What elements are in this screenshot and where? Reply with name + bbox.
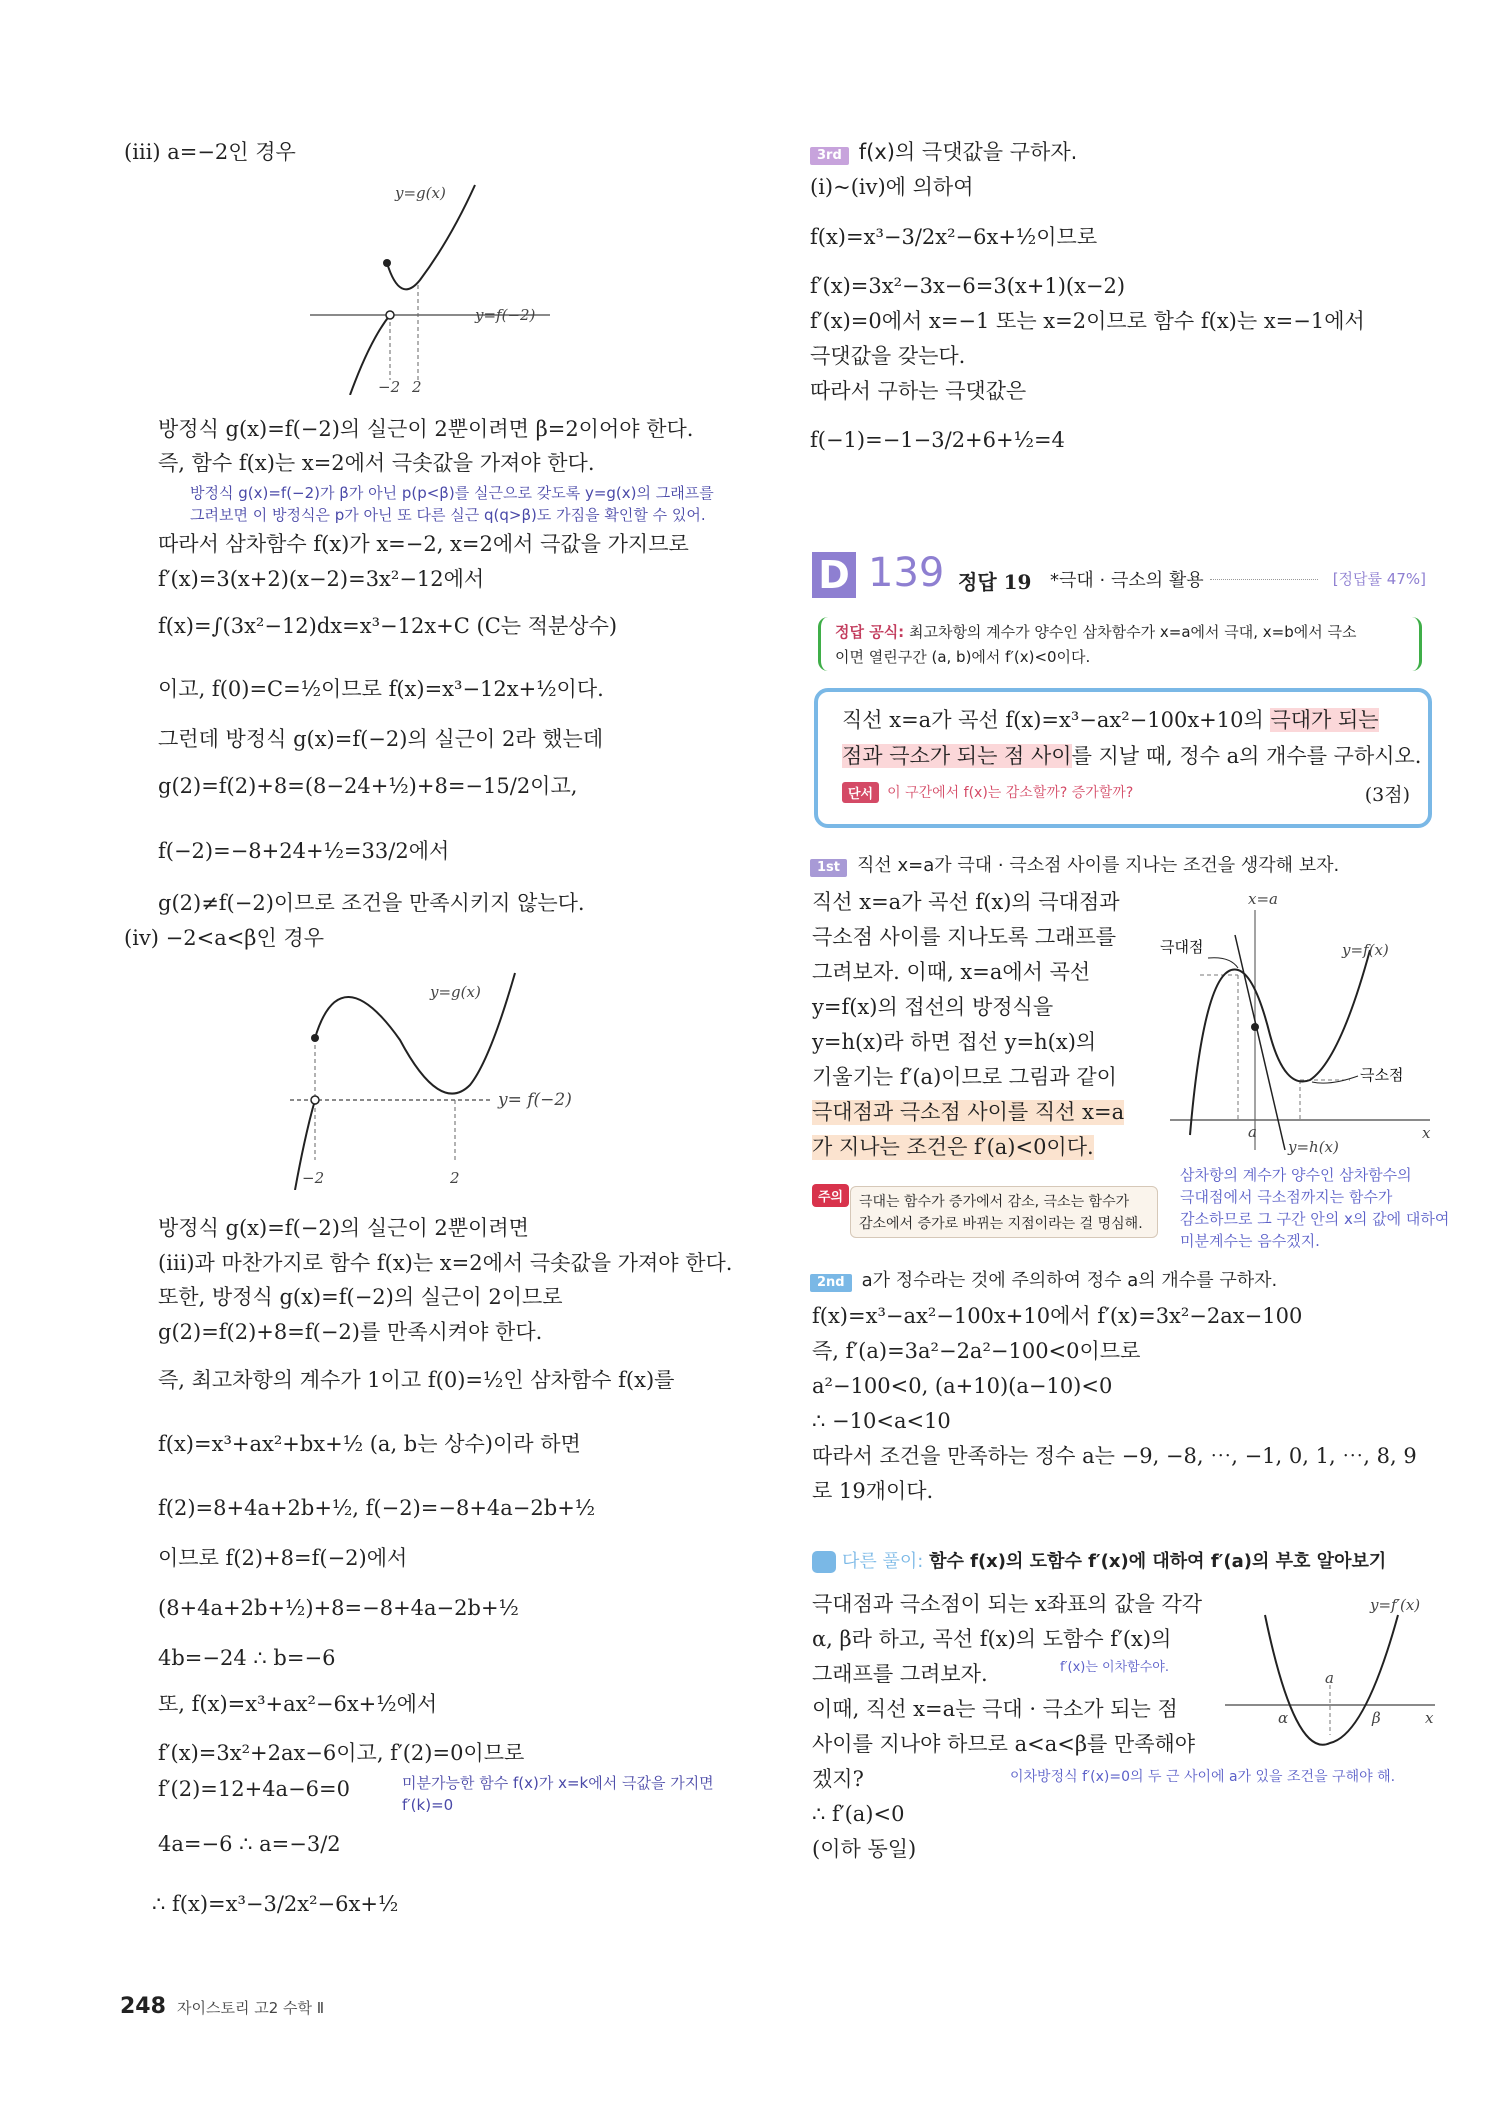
label-x: x <box>1422 1124 1431 1142</box>
graph-tangent <box>1160 890 1435 1160</box>
c3-line5: f(x)=∫(3x²−12)dx=x³−12x+C (C는 적분상수) <box>158 614 618 638</box>
r-line1: (ⅰ)~(ⅳ)에 의하여 <box>810 175 974 199</box>
closed-point <box>383 259 391 267</box>
label-xa: x=a <box>1248 890 1278 908</box>
c4-line10: 4b=−24 ∴ b=−6 <box>158 1646 336 1670</box>
alt-note2: 이차방정식 f′(x)=0의 두 근 사이에 a가 있을 조건을 구해야 해. <box>1010 1769 1396 1785</box>
side-note3: 감소하므로 그 구간 안의 x의 값에 대하여 <box>1180 1210 1450 1228</box>
step3-heading <box>810 140 1077 165</box>
side-note2: 극대점에서 극소점까지는 함수가 <box>1180 1188 1393 1206</box>
problem-text1: 직선 x=a가 곡선 f(x)=x³−ax²−100x+10의 <box>842 708 1271 732</box>
label-yh: y=h(x) <box>1288 1138 1339 1156</box>
side-note4: 미분계수는 음수겠지. <box>1180 1232 1320 1250</box>
c4-line6: f(x)=x³+ax²+bx+½ (a, b는 상수)이라 하면 <box>158 1432 581 1456</box>
r-line7: f(−1)=−1−3/2+6+½=4 <box>810 428 1065 452</box>
hint-row <box>842 782 1133 803</box>
alt-line7: ∴ f′(a)<0 <box>812 1802 905 1826</box>
line-label: y= f(−2) <box>498 1090 572 1110</box>
c3-line4: f′(x)=3(x+2)(x−2)=3x²−12에서 <box>158 567 485 591</box>
graph-derivative <box>1220 1595 1440 1755</box>
caution-box <box>812 1184 1158 1240</box>
alt-line3: 그래프를 그려보자. <box>812 1662 988 1686</box>
hint-text: 이 구간에서 f(x)는 감소할까? 증가할까? <box>887 785 1134 801</box>
s1-line5: y=h(x)라 하면 접선 y=h(x)의 <box>812 1030 1097 1054</box>
s1-line6: 기울기는 f′(a)이므로 그림과 같이 <box>812 1065 1117 1089</box>
c3-line10: g(2)≠f(−2)이므로 조건을 만족시키지 않는다. <box>158 891 585 915</box>
c3-line3: 따라서 삼차함수 f(x)가 x=−2, x=2에서 극값을 가지므로 <box>158 532 689 556</box>
c3-line6: 이고, f(0)=C=½이므로 f(x)=x³−12x+½이다. <box>158 677 604 701</box>
problem-line2 <box>842 744 1422 769</box>
tangent-line <box>1235 935 1285 1150</box>
s1-line2: 극소점 사이를 지나도록 그래프를 <box>812 925 1117 949</box>
curve-label: y=g(x) <box>395 184 446 202</box>
s2-line4: ∴ −10<a<10 <box>812 1409 951 1433</box>
step1-tag: 1st <box>810 859 847 877</box>
r-line2: f(x)=x³−3/2x²−6x+½이므로 <box>810 225 1098 249</box>
problem-text2: 를 지날 때, 정수 a의 개수를 구하시오. <box>1071 744 1422 768</box>
c4-line15: ∴ f(x)=x³−3/2x²−6x+½ <box>152 1892 399 1916</box>
r-line4: f′(x)=0에서 x=−1 또는 x=2이므로 함수 f(x)는 x=−1에서 <box>810 309 1365 333</box>
curve-label: y=g(x) <box>430 983 481 1001</box>
alt-heading <box>812 1551 1386 1573</box>
c4-line2: (ⅲ)과 마찬가지로 함수 f(x)는 x=2에서 극솟값을 가져야 한다. <box>158 1251 733 1275</box>
tangent-point <box>1251 1023 1259 1031</box>
alt-line1: 극대점과 극소점이 되는 x좌표의 값을 각각 <box>812 1592 1203 1616</box>
s2-line5: 따라서 조건을 만족하는 정수 a는 −9, −8, ⋯, −1, 0, 1, ⋯, 8, 9 <box>812 1444 1417 1468</box>
problem-header <box>812 552 1432 602</box>
formula-box <box>818 617 1422 671</box>
c4-line5: 즉, 최고차항의 계수가 1이고 f(0)=½인 삼차함수 f(x)를 <box>158 1368 675 1392</box>
s2-line2: 즉, f′(a)=3a²−2a²−100<0이므로 <box>812 1339 1141 1363</box>
alt-line5: 사이를 지나야 하므로 a<a<β를 만족해야 <box>812 1732 1196 1756</box>
problem-number: 139 <box>868 550 945 596</box>
c3-note1: 방정식 g(x)=f(−2)가 β가 아닌 p(p<β)를 실근으로 갖도록 y=g(x)의 그래프를 <box>190 484 714 502</box>
tick-b: 2 <box>450 1169 460 1187</box>
case3-title: (ⅲ) a=−2인 경우 <box>124 140 296 164</box>
c4-line13: f′(2)=12+4a−6=0 <box>158 1777 350 1801</box>
cubic-curve <box>1190 950 1370 1135</box>
c4-line8: 이므로 f(2)+8=f(−2)에서 <box>158 1546 408 1570</box>
alt-tag: 다른 풀이: <box>842 1551 924 1572</box>
graph-case4 <box>280 965 610 1190</box>
s1-line8: 가 지나는 조건은 f′(a)<0이다. <box>812 1135 1094 1159</box>
c3-line1: 방정식 g(x)=f(−2)의 실근이 2뿐이려면 β=2이어야 한다. <box>158 417 694 441</box>
label-max: 극대점 <box>1160 938 1204 956</box>
alt-note1: f′(x)는 이차함수야. <box>1060 1660 1169 1675</box>
s1-line4: y=f(x)의 접선의 방정식을 <box>812 995 1054 1019</box>
step2-tag: 2nd <box>810 1274 852 1292</box>
alt-icon <box>812 1551 836 1573</box>
alt-line8: (이하 동일) <box>812 1837 917 1861</box>
label-a: a <box>1325 1669 1334 1687</box>
open-point <box>386 311 394 319</box>
c4-line14: 4a=−6 ∴ a=−3/2 <box>158 1832 341 1856</box>
problem-highlight2: 점과 극소가 되는 점 사이 <box>842 744 1072 768</box>
c4-line4: g(2)=f(2)+8=f(−2)를 만족시켜야 한다. <box>158 1320 543 1344</box>
correct-rate: [정답률 47%] <box>1332 570 1426 588</box>
side-note1: 삼차항의 계수가 양수인 삼차함수의 <box>1180 1166 1412 1184</box>
step2-title: a가 정수라는 것에 주의하여 정수 a의 개수를 구하자. <box>861 1270 1278 1291</box>
c3-line2: 즉, 함수 f(x)는 x=2에서 극솟값을 가져야 한다. <box>158 451 595 475</box>
label-min: 극소점 <box>1360 1066 1404 1084</box>
hint-tag: 단서 <box>842 782 879 803</box>
formula-line2: 이면 열린구간 (a, b)에서 f′(x)<0이다. <box>835 648 1091 666</box>
c3-line8: g(2)=f(2)+8=(8−24+½)+8=−15/2이고, <box>158 774 578 798</box>
open-point <box>311 1096 319 1104</box>
s2-line1: f(x)=x³−ax²−100x+10에서 f′(x)=3x²−2ax−100 <box>812 1304 1303 1328</box>
c4-line7: f(2)=8+4a+2b+½, f(−2)=−8+4a−2b+½ <box>158 1496 596 1520</box>
step3-tag: 3rd <box>810 147 849 165</box>
s1-line1: 직선 x=a가 곡선 f(x)의 극대점과 <box>812 890 1120 914</box>
curve-right <box>315 973 515 1094</box>
s2-line3: a²−100<0, (a+10)(a−10)<0 <box>812 1374 1113 1398</box>
problem-box <box>814 688 1432 828</box>
label-alpha: α <box>1278 1709 1289 1727</box>
formula-line1: 최고차항의 계수가 양수인 삼차함수가 x=a에서 극대, x=b에서 극소 <box>908 623 1357 641</box>
closed-point <box>311 1034 319 1042</box>
alt-title: 함수 f(x)의 도함수 f′(x)에 대하여 f′(a)의 부호 알아보기 <box>929 1551 1387 1572</box>
problem-highlight1: 극대가 되는 <box>1270 708 1379 732</box>
case4-title: (ⅳ) −2<a<β인 경우 <box>124 926 324 950</box>
problem-letter-badge: D <box>812 552 856 598</box>
alt-line2: α, β라 하고, 곡선 f(x)의 도함수 f′(x)의 <box>812 1627 1172 1651</box>
book-title: 자이스토리 고2 수학 Ⅱ <box>177 1999 325 2017</box>
s1-line7: 극대점과 극소점 사이를 직선 x=a <box>812 1100 1125 1124</box>
c4-note1: 미분가능한 함수 f(x)가 x=k에서 극값을 가지면 <box>402 1774 714 1792</box>
c3-line7: 그런데 방정식 g(x)=f(−2)의 실근이 2라 했는데 <box>158 727 604 751</box>
caution-tag: 주의 <box>812 1184 849 1207</box>
step3-title: f(x)의 극댓값을 구하자. <box>858 140 1078 164</box>
c4-note2: f′(k)=0 <box>402 1796 454 1814</box>
c4-line12: f′(x)=3x²+2ax−6이고, f′(2)=0이므로 <box>158 1741 525 1765</box>
step1-heading <box>810 855 1339 877</box>
formula-tag: 정답 공식: <box>835 623 905 641</box>
graph-case3 <box>300 180 580 395</box>
s1-line3: 그려보자. 이때, x=a에서 곡선 <box>812 960 1091 984</box>
c3-note2: 그려보면 이 방정식은 p가 아닌 또 다른 실근 q(q>β)도 가짐을 확인할 수 있어. <box>190 506 706 524</box>
alt-line6: 겠지? <box>812 1767 864 1791</box>
r-line6: 따라서 구하는 극댓값은 <box>810 379 1027 403</box>
label-x: x <box>1425 1709 1434 1727</box>
r-line3: f′(x)=3x²−3x−6=3(x+1)(x−2) <box>810 274 1126 298</box>
problem-line1 <box>842 708 1379 733</box>
step1-title: 직선 x=a가 극대 · 극소점 사이를 지나는 조건을 생각해 보자. <box>857 855 1340 876</box>
page-footer <box>120 1994 324 2019</box>
alt-line4: 이때, 직선 x=a는 극대 · 극소가 되는 점 <box>812 1697 1178 1721</box>
c4-line11: 또, f(x)=x³+ax²−6x+½에서 <box>158 1692 438 1716</box>
topic-divider <box>1210 579 1318 580</box>
page-number: 248 <box>120 1994 166 2019</box>
label-beta: β <box>1372 1709 1381 1727</box>
c4-line3: 또한, 방정식 g(x)=f(−2)의 실근이 2이므로 <box>158 1285 563 1309</box>
c3-line9: f(−2)=−8+24+½=33/2에서 <box>158 839 450 863</box>
label-yfp: y=f′(x) <box>1370 1596 1421 1614</box>
caution-line2: 감소에서 증가로 바뀌는 지점이라는 걸 명심해. <box>859 1216 1143 1232</box>
c4-line1: 방정식 g(x)=f(−2)의 실근이 2뿐이려면 <box>158 1216 529 1240</box>
problem-points: (3점) <box>1364 784 1410 806</box>
tick-a: −2 <box>378 378 401 395</box>
s2-line6: 로 19개이다. <box>812 1479 934 1503</box>
label-yf: y=f(x) <box>1342 941 1389 959</box>
tick-b: 2 <box>412 378 422 395</box>
caution-line1: 극대는 함수가 증가에서 감소, 극소는 함수가 <box>859 1194 1130 1210</box>
problem-topic: *극대 · 극소의 활용 <box>1050 570 1204 591</box>
tick-a: −2 <box>302 1169 325 1187</box>
max-arrow <box>1208 958 1238 968</box>
line-label: y=f(−2) <box>475 306 536 324</box>
r-line5: 극댓값을 갖는다. <box>810 344 966 368</box>
problem-answer: 정답 19 <box>958 570 1032 594</box>
step2-heading <box>810 1270 1277 1292</box>
label-a: a <box>1248 1123 1257 1141</box>
c4-line9: (8+4a+2b+½)+8=−8+4a−2b+½ <box>158 1596 519 1620</box>
